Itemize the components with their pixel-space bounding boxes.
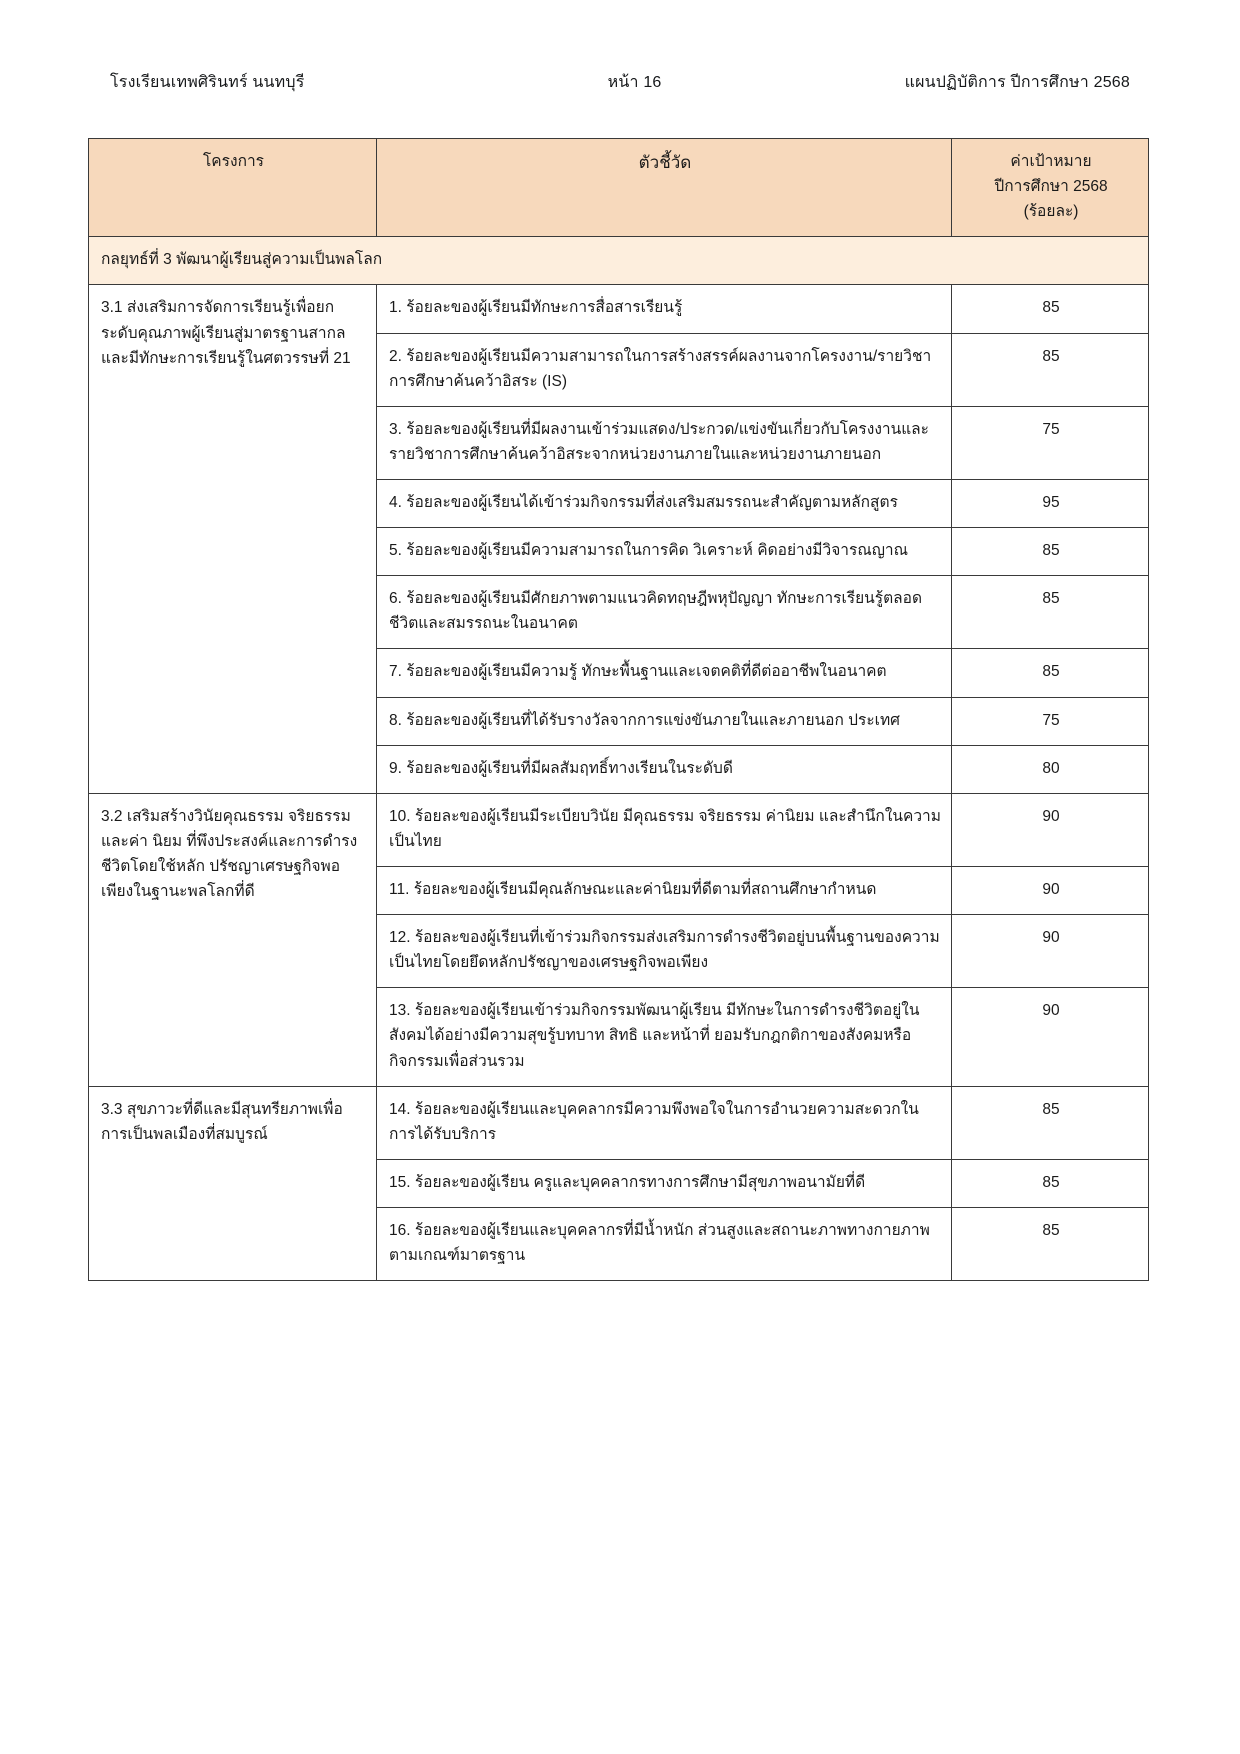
page-header [110, 70, 1130, 95]
kpi-cell: 7. ร้อยละของผู้เรียนมีความรู้ ทักษะพื้นฐานและเจตคติที่ดีต่ออาชีพในอนาคต [377, 649, 952, 697]
project-cell: 3.2 เสริมสร้างวินัยคุณธรรม จริยธรรมและค่า นิยม ที่พึงประสงค์และการดำรงชีวิตโดยใช้หลัก ปรัชญาเศรษฐกิจพอเพียงในฐานะพลโลกที่ดี [89, 793, 377, 1086]
kpi-cell: 3. ร้อยละของผู้เรียนที่มีผลงานเข้าร่วมแสดง/ประกวด/แข่งขันเกี่ยวกับโครงงานและรายวิชาการศึกษาค้นคว้าอิสระจากหน่วยงานภายในและหน่วยงานภายนอก [377, 406, 952, 479]
table-header-row [89, 139, 1149, 237]
column-header-kpi: ตัวชี้วัด [377, 139, 952, 237]
target-head-line3: (ร้อยละ) [1023, 203, 1079, 221]
target-cell: 75 [952, 406, 1149, 479]
target-cell: 80 [952, 745, 1149, 793]
column-header-project: โครงการ [89, 139, 377, 237]
table-row [89, 285, 1149, 333]
kpi-cell: 2. ร้อยละของผู้เรียนมีความสามารถในการสร้างสรรค์ผลงานจากโครงงาน/รายวิชาการศึกษาค้นคว้าอิสระ (IS) [377, 333, 952, 406]
target-cell: 85 [952, 649, 1149, 697]
target-cell: 90 [952, 866, 1149, 914]
kpi-cell: 10. ร้อยละของผู้เรียนมีระเบียบวินัย มีคุณธรรม จริยธรรม ค่านิยม และสำนึกในความเป็นไทย [377, 793, 952, 866]
table-row [89, 793, 1149, 866]
kpi-cell: 1. ร้อยละของผู้เรียนมีทักษะการสื่อสารเรียนรู้ [377, 285, 952, 333]
project-cell: 3.3 สุขภาวะที่ดีและมีสุนทรียภาพเพื่อการเป็นพลเมืองที่สมบูรณ์ [89, 1086, 377, 1281]
kpi-cell: 16. ร้อยละของผู้เรียนและบุคคลากรที่มีน้ำหนัก ส่วนสูงและสถานะภาพทางกายภาพ ตามเกณฑ์มาตรฐาน [377, 1207, 952, 1280]
target-cell: 75 [952, 697, 1149, 745]
target-cell: 85 [952, 576, 1149, 649]
column-header-target [952, 139, 1149, 237]
kpi-cell: 5. ร้อยละของผู้เรียนมีความสามารถในการคิด วิเคราะห์ คิดอย่างมีวิจารณญาณ [377, 528, 952, 576]
target-cell: 85 [952, 1207, 1149, 1280]
target-cell: 85 [952, 1086, 1149, 1159]
kpi-cell: 14. ร้อยละของผู้เรียนและบุคคลากรมีความพึงพอใจในการอำนวยความสะดวกในการได้รับบริการ [377, 1086, 952, 1159]
strategy-label: กลยุทธ์ที่ 3 พัฒนาผู้เรียนสู่ความเป็นพลโลก [89, 237, 1149, 285]
table-header [89, 139, 1149, 237]
header-school-name: โรงเรียนเทพศิรินทร์ นนทบุรี [110, 74, 305, 91]
table-body [89, 237, 1149, 1281]
target-cell: 95 [952, 479, 1149, 527]
plan-table [88, 138, 1149, 1281]
target-cell: 85 [952, 528, 1149, 576]
project-cell: 3.1 ส่งเสริมการจัดการเรียนรู้เพื่อยกระดับคุณภาพผู้เรียนสู่มาตรฐานสากลและมีทักษะการเรียนรู้ในศตวรรษที่ 21 [89, 285, 377, 793]
kpi-cell: 6. ร้อยละของผู้เรียนมีศักยภาพตามแนวคิดทฤษฎีพหุปัญญา ทักษะการเรียนรู้ตลอดชีวิตและสมรรถนะในอนาคต [377, 576, 952, 649]
kpi-cell: 12. ร้อยละของผู้เรียนที่เข้าร่วมกิจกรรมส่งเสริมการดำรงชีวิตอยู่บนพื้นฐานของความเป็นไทยโดยยึดหลักปรัชญาของเศรษฐกิจพอเพียง [377, 915, 952, 988]
kpi-cell: 9. ร้อยละของผู้เรียนที่มีผลสัมฤทธิ์ทางเรียนในระดับดี [377, 745, 952, 793]
table-row [89, 1086, 1149, 1159]
target-cell: 85 [952, 1159, 1149, 1207]
target-cell: 90 [952, 915, 1149, 988]
kpi-cell: 8. ร้อยละของผู้เรียนที่ได้รับรางวัลจากการแข่งขันภายในและภายนอก ประเทศ [377, 697, 952, 745]
target-head-line1: ค่าเป้าหมาย [1010, 153, 1092, 170]
header-document-title: แผนปฏิบัติการ ปีการศึกษา 2568 [904, 74, 1130, 91]
target-cell: 90 [952, 793, 1149, 866]
target-cell: 85 [952, 333, 1149, 406]
target-head-line2: ปีการศึกษา 2568 [994, 178, 1108, 196]
plan-table-wrap [88, 138, 1148, 1281]
strategy-row [89, 237, 1149, 285]
target-cell: 85 [952, 285, 1149, 333]
kpi-cell: 4. ร้อยละของผู้เรียนได้เข้าร่วมกิจกรรมที่ส่งเสริมสมรรถนะสำคัญตามหลักสูตร [377, 479, 952, 527]
kpi-cell: 15. ร้อยละของผู้เรียน ครูและบุคคลากรทางการศึกษามีสุขภาพอนามัยที่ดี [377, 1159, 952, 1207]
kpi-cell: 11. ร้อยละของผู้เรียนมีคุณลักษณะและค่านิยมที่ดีตามที่สถานศึกษากำหนด [377, 866, 952, 914]
target-cell: 90 [952, 988, 1149, 1086]
kpi-cell: 13. ร้อยละของผู้เรียนเข้าร่วมกิจกรรมพัฒนาผู้เรียน มีทักษะในการดำรงชีวิตอยู่ในสังคมได้อย่างมีความสุขรู้บทบาท สิทธิ และหน้าที่ ยอมรับกฎกติกาของสังคมหรือกิจกรรมเพื่อส่วนรวม [377, 988, 952, 1086]
header-page-number: หน้า 16 [607, 74, 662, 91]
